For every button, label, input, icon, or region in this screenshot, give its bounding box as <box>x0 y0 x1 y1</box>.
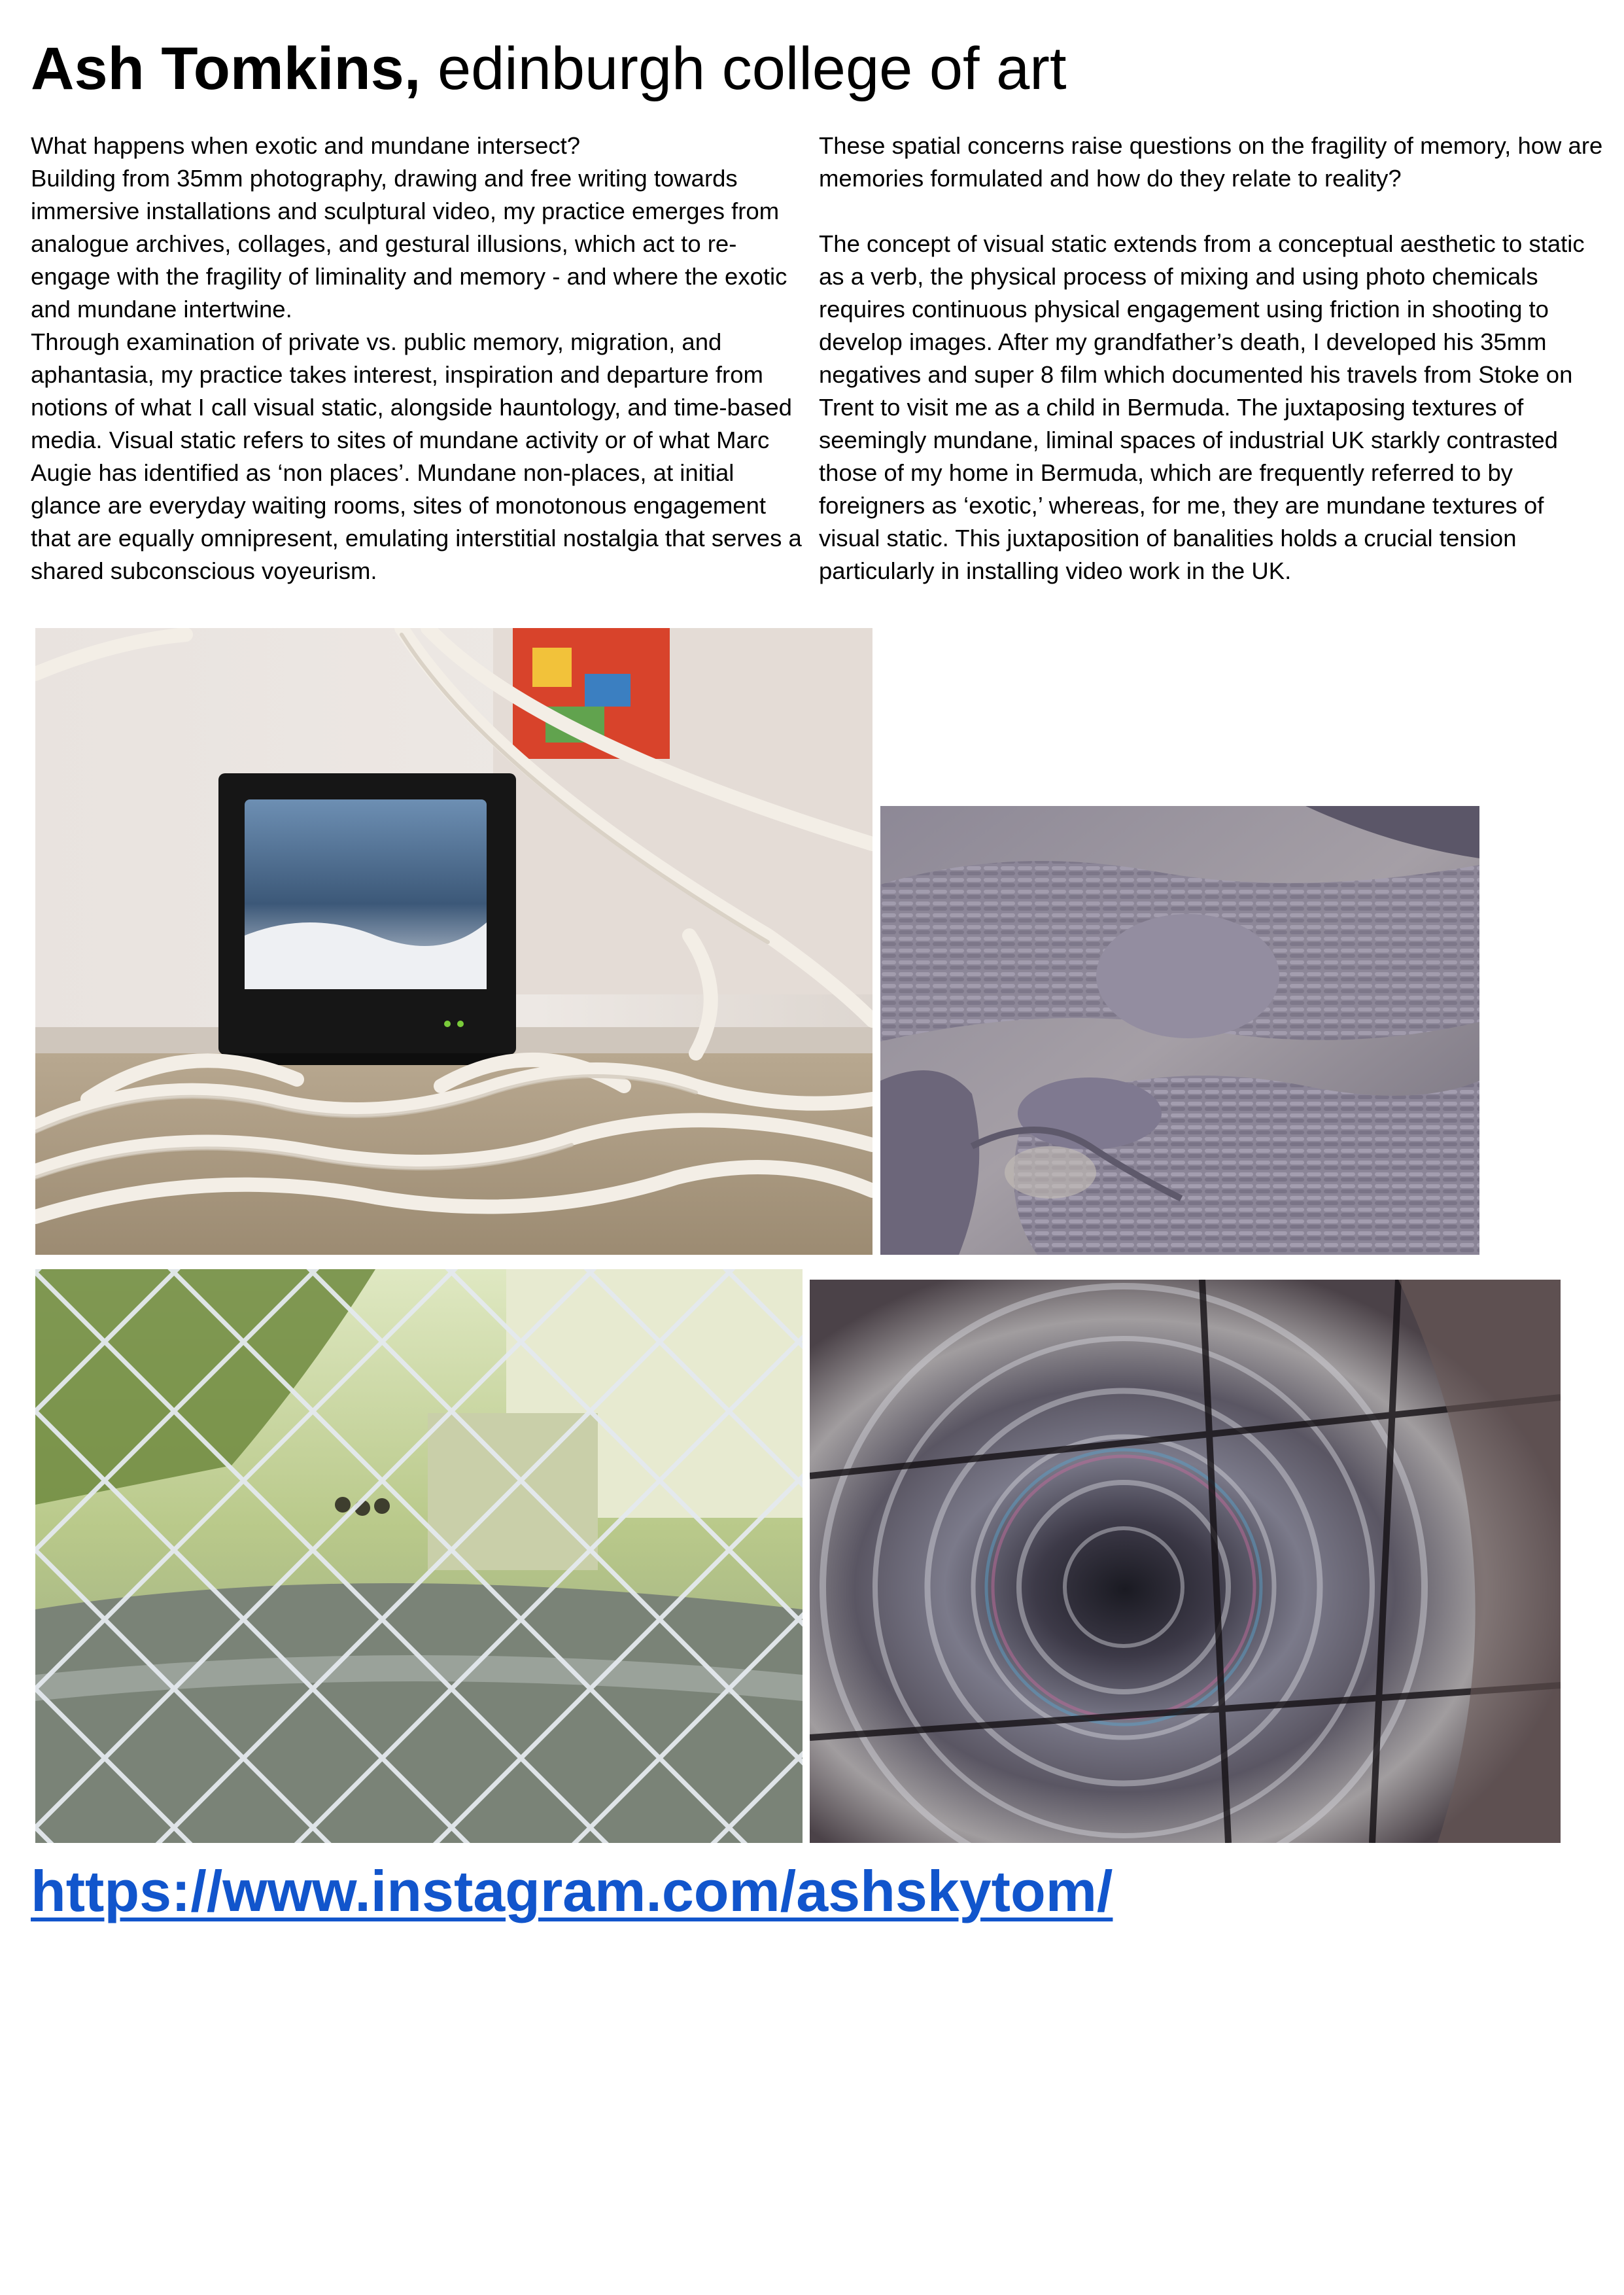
chain-link-fence-photo <box>35 1269 803 1843</box>
statement-paragraph: Through examination of private vs. public memory, migration, and aphantasia, my practice takes interest, inspiration and departure from notions of what I call visual static, alongside hauntology, and time-based media. Visual static refers to sites of mundane activity or of what Marc Augie has identified as ‘non places’. Mundane non-places, at initial glance are everyday waiting rooms, sites of monotonous engagement that are equally omnipresent, emulating interstitial nostalgia that serves a shared subconscious voyeurism. <box>31 328 802 584</box>
statement-paragraph: The concept of visual static extends from a conceptual aesthetic to static as a verb, the physical process of mixing and using photo chemicals requires continuous physical engagement using friction in shooting to develop images. After my grandfather’s death, I developed his 35mm negatives and super 8 film which documented his travels from Stoke on Trent to visit me as a child in Bermuda. The juxtaposing textures of seemingly mundane, liminal spaces of industrial UK starkly contrasted those of my home in Bermuda, which are frequently referred to by foreigners as ‘exotic,’ whereas, for me, they are mundane textures of visual static. This juxtaposition of banalities holds a crucial tension particularly in installing video work in the UK. <box>819 230 1585 584</box>
chain-link-fence-image <box>35 1269 803 1843</box>
alligators-photo <box>880 806 1479 1255</box>
school-name: edinburgh college of art <box>437 35 1067 102</box>
installation-photo <box>35 628 872 1255</box>
statement-paragraph: These spatial concerns raise questions on the fragility of memory, how are memories formulated and how do they relate to reality? <box>819 132 1603 192</box>
statement-paragraph: What happens when exotic and mundane intersect? <box>31 132 581 159</box>
page-title <box>31 36 1067 102</box>
statement-paragraph: Building from 35mm photography, drawing and free writing towards immersive installations and sculptural video, my practice emerges from analogue archives, collages, and gestural illusions, which act to re-engage with the fragility of liminality and memory - and where the exotic and mundane intertwine. <box>31 165 787 323</box>
artist-name: Ash Tomkins, <box>31 35 421 102</box>
lens-abstraction-photo <box>810 1280 1561 1843</box>
statement-left-column <box>31 130 809 587</box>
statement-right-column <box>819 130 1604 587</box>
lens-abstraction-image <box>810 1280 1561 1843</box>
alligators-image <box>880 806 1479 1255</box>
installation-image <box>35 628 872 1255</box>
instagram-link[interactable]: https://www.instagram.com/ashskytom/ <box>31 1859 1113 1923</box>
